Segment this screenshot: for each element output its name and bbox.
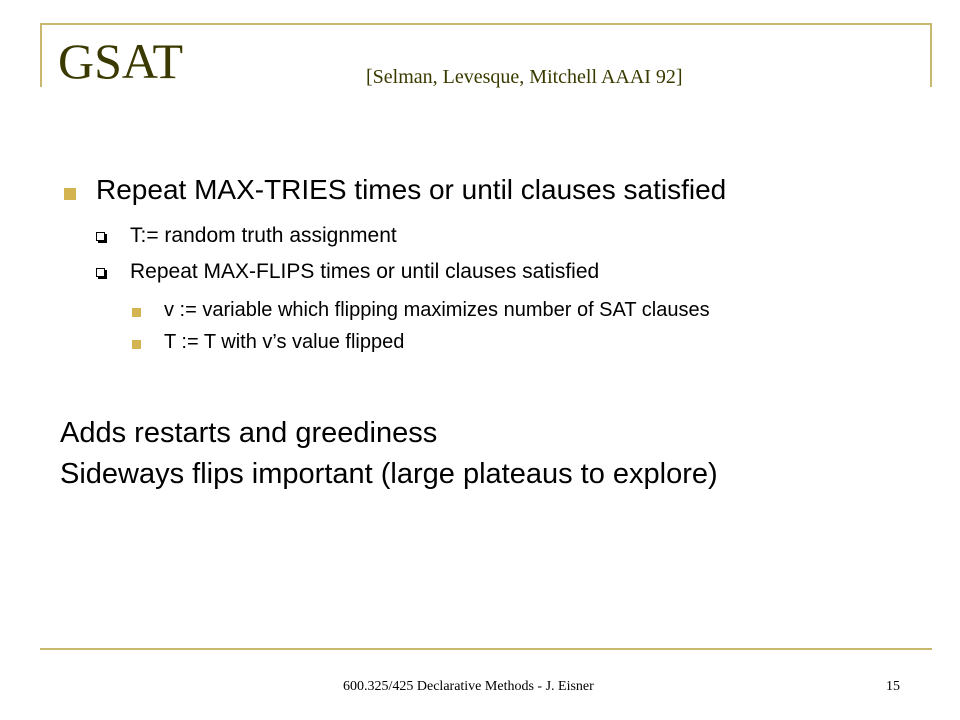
footer-rule [40, 648, 932, 650]
bullet-variable-flip: v := variable which flipping maximizes number of SAT clauses [164, 299, 710, 321]
bullet-t-flipped: T := T with v’s value flipped [164, 331, 405, 353]
plain-line-sideways: Sideways flips important (large plateaus to explore) [60, 458, 718, 490]
frame-left-rule [40, 23, 42, 87]
bullet-repeat-max-tries: Repeat MAX-TRIES times or until clauses satisfied [96, 174, 727, 205]
title-citation: [Selman, Levesque, Mitchell AAAI 92] [366, 66, 683, 88]
slide-title: GSAT [58, 33, 184, 89]
frame-top-rule [40, 23, 932, 25]
hollow-square-icon [96, 232, 105, 241]
small-gold-square-icon [132, 308, 141, 317]
plain-line-restarts: Adds restarts and greediness [60, 417, 438, 449]
footer-course: 600.325/425 Declarative Methods - J. Eisner [343, 679, 594, 694]
small-gold-square-icon [132, 340, 141, 349]
bullet-random-assignment: T:= random truth assignment [130, 224, 397, 247]
gold-square-icon [64, 188, 76, 200]
hollow-square-icon [96, 268, 105, 277]
footer-page-number: 15 [886, 679, 900, 694]
frame-right-rule [930, 23, 932, 87]
bullet-repeat-max-flips: Repeat MAX-FLIPS times or until clauses satisfied [130, 260, 600, 283]
